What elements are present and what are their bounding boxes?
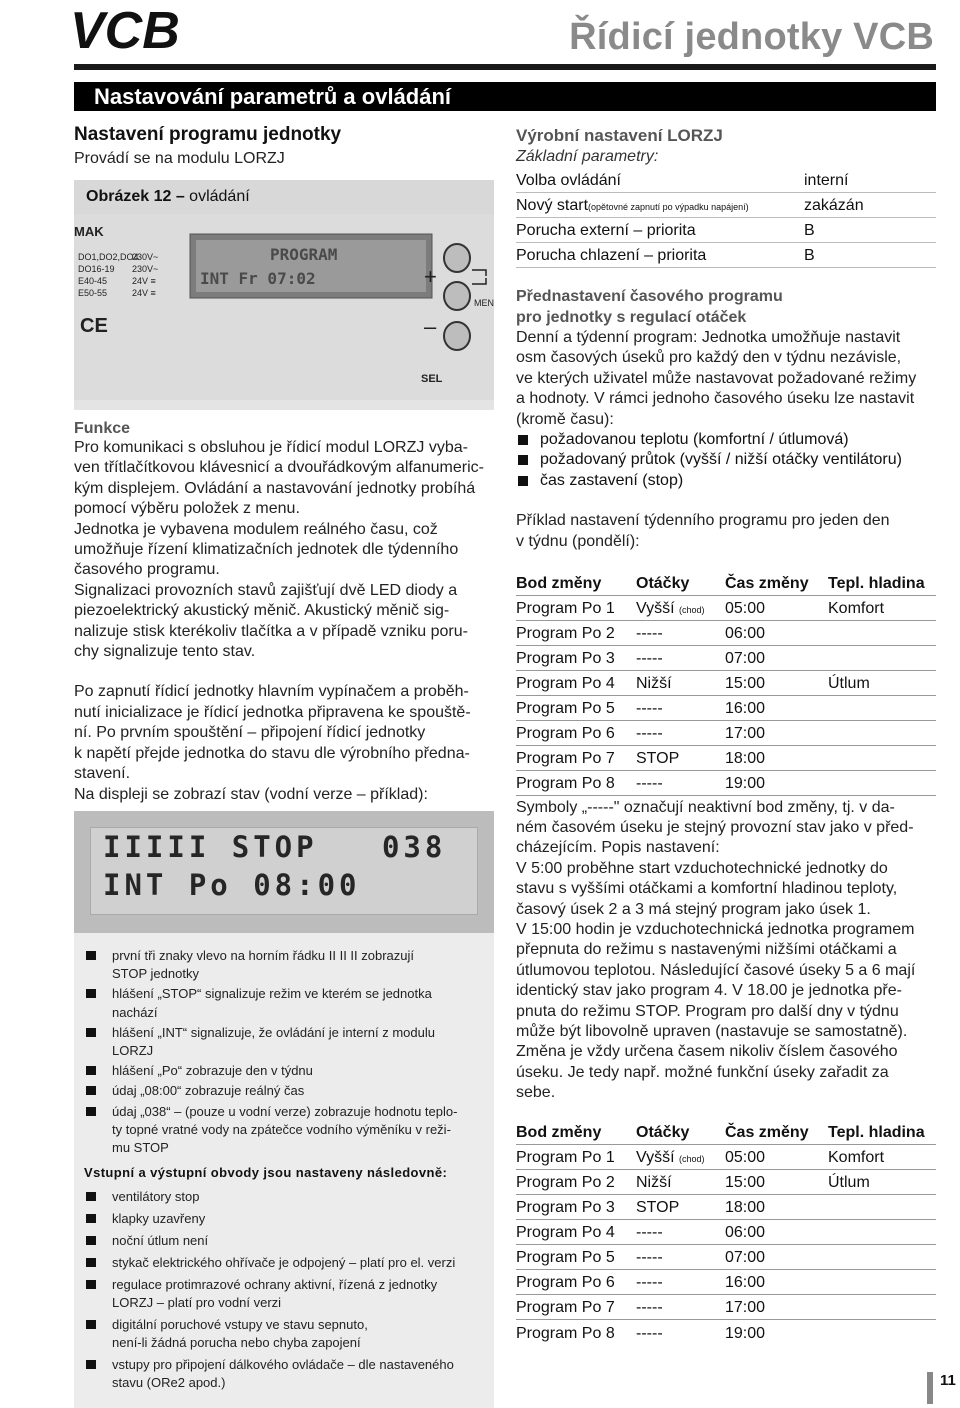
list-item: hlášení „INT“ signalizuje, že ovládání je interní z modulu LORZJ: [84, 1024, 486, 1060]
table-row: Program Po 4 ----- 06:00: [516, 1220, 936, 1245]
table-row: Program Po 3 STOP 18:00: [516, 1195, 936, 1220]
col-header: Otáčky: [636, 1120, 725, 1145]
minus-label: –: [424, 314, 437, 339]
lcd-line-2: INT Po 08:00: [103, 867, 361, 902]
table-row: Program Po 2 Nižší 15:00 Útlum: [516, 1170, 936, 1195]
list-item: hlášení „STOP“ signalizuje režim ve kterém se jednotka nachází: [84, 985, 486, 1021]
program-table-2: [516, 1120, 936, 1345]
text-line: k napětí přejde jednotka do stavu dle výrobního předna-: [74, 744, 470, 762]
table-row: Program Po 3 ----- 07:00: [516, 645, 936, 670]
panel-voltage-4: 24V ≡: [132, 288, 156, 298]
table-row: Program Po 6 ----- 16:00: [516, 1270, 936, 1295]
text-line: nutí inicializace je řídicí jednotka připravena ke spouště-: [74, 703, 471, 721]
text-line: Jednotka je vybavena modulem reálného času, což: [74, 520, 438, 538]
text-line: ven třítlačítkovou klávesnicí a dvouřádkovým alfanumeric-: [74, 459, 484, 477]
figure-12: [74, 180, 494, 410]
basic-params-subheading: Základní parametry:: [516, 148, 659, 165]
param-row: Porucha externí – priorita B: [516, 218, 936, 243]
page-number: 11: [940, 1372, 956, 1389]
text-line: stavení.: [74, 765, 131, 783]
list-item: údaj „038“ – (pouze u vodní verze) zobrazuje hodnotu teplo- ty topné vratné vody na zpátečce vodního výměníku v reži- mu STOP: [84, 1103, 486, 1158]
list-item: klapky uzavřeny: [84, 1210, 486, 1228]
text-line: Signalizaci provozních stavů zajišťují dvě LED diody a: [74, 581, 458, 599]
program-subheading: Provádí se na modulu LORZJ: [74, 150, 285, 167]
col-header: Bod změny: [516, 570, 636, 595]
symbols-paragraph: Symboly „-----" označují neaktivní bod změny, tj. v da- ném časovém úseku je stejný provozní stav jako v před- cházejícím. Popis nastavení: V 5:00 proběhne start vzduchotechnické jednotky do stavu s vyššími otáčkami a komfortní hladinou teploty, časový úsek 2 a 3 má stejný program jako úsek 1. V 15:00 hodin je vzduchotechnická jednotka programem přepnuta do režimu s nastavenými nižšími otáčkami a útlumovou teplotou. Následující časové úseky 5 a 6 mají identický stav jako program 4. V 18.00 je jednotka pře- pnuta do režimu STOP. Program pro další dny v týdnu může být libovolně upraven (nastavuje se samostatně). Změna je vždy určena časem nikoliv číslem časového úseku. Je tedy např. možné funkční úseky zařadit za sebe.: [516, 798, 916, 1102]
panel-voltage-1: 230V~: [132, 252, 159, 262]
table-row: Program Po 5 ----- 07:00: [516, 1245, 936, 1270]
list-item: první tři znaky vlevo na horním řádku II II II zobrazují STOP jednotky: [84, 947, 486, 983]
params-list: [516, 168, 936, 268]
document-title: Řídicí jednotky VCB: [569, 16, 934, 58]
param-row: Porucha chlazení – priorita B: [516, 243, 936, 268]
list-item: čas zastavení (stop): [516, 471, 936, 491]
list-item: požadovanou teplotu (komfortní / útlumová): [516, 430, 936, 450]
left-column: [74, 124, 494, 1408]
table-row: Program Po 2 ----- 06:00: [516, 620, 936, 645]
table-row: Program Po 6 ----- 17:00: [516, 720, 936, 745]
col-header: Tepl. hladina: [828, 570, 936, 595]
list-item: ventilátory stop: [84, 1188, 486, 1206]
table-row: Program Po 1 Vyšší (chod) 05:00 Komfort: [516, 1145, 936, 1170]
logo-text: VCB: [70, 4, 180, 54]
col-header: Otáčky: [636, 570, 725, 595]
panel-label-3: E40-45: [78, 276, 108, 286]
vcb-logo: [70, 4, 212, 54]
sel-label: SEL: [421, 373, 443, 385]
example-paragraph: Příklad nastavení týdenního programu pro jeden den v týdnu (pondělí):: [516, 512, 890, 550]
table-row: Program Po 5 ----- 16:00: [516, 695, 936, 720]
list-item: regulace protimrazové ochrany aktivní, řízená z jednotky LORZJ – platí pro vodní verzi: [84, 1276, 486, 1312]
text-line: kým displejem. Ovládání a nastavování jednotky probíhá: [74, 479, 476, 497]
text-line: časového programu.: [74, 561, 220, 579]
sel-button[interactable]: [444, 322, 470, 350]
table-row: Program Po 1 Vyšší (chod) 05:00 Komfort: [516, 595, 936, 620]
list-item: vstupy pro připojení dálkového ovládače – dle nastaveného stavu (ORe2 apod.): [84, 1356, 486, 1392]
panel-voltage-3: 24V ≡: [132, 276, 156, 286]
page-number-bar: [927, 1372, 933, 1404]
section-title: Nastavování parametrů a ovládání: [74, 82, 936, 111]
panel-voltage-2: 230V~: [132, 264, 159, 274]
display-legend-box: [74, 933, 494, 1408]
list-item: hlášení „Po“ zobrazuje den v týdnu: [84, 1062, 486, 1080]
figure-caption: [74, 180, 494, 214]
figure-caption-text: ovládání: [184, 188, 250, 205]
funkce-paragraph: [74, 438, 494, 662]
table-header-row: [516, 570, 936, 595]
preset-heading: Přednastavení časového programu pro jednotky s regulací otáček: [516, 288, 783, 326]
text-line: chy signalizuje tento stav.: [74, 643, 256, 661]
text-line: pomocí výběru položek z menu.: [74, 500, 300, 518]
table-row: Program Po 7 ----- 17:00: [516, 1295, 936, 1320]
text-line: ní. Po prvním spouštění – připojení řídicí jednotky: [74, 724, 426, 742]
program-heading: Nastavení programu jednotky: [74, 124, 342, 145]
table-header-row: [516, 1120, 936, 1145]
header-rule: [74, 64, 936, 70]
control-panel-photo: [74, 214, 494, 410]
minus-button[interactable]: [444, 282, 470, 310]
ce-mark: CE: [80, 315, 108, 337]
funkce-heading: Funkce: [74, 420, 131, 437]
panel-label-2: DO16-19: [78, 264, 115, 274]
col-header: Tepl. hladina: [828, 1120, 936, 1145]
list-item: požadovaný průtok (vyšší / nižší otáčky ventilátoru): [516, 450, 936, 470]
table-row: Program Po 4 Nižší 15:00 Útlum: [516, 670, 936, 695]
panel-label-1: DO1,DO2,DO4: [78, 252, 139, 262]
text-line: Po zapnutí řídicí jednotky hlavním vypínačem a proběh-: [74, 683, 469, 701]
list-item: digitální poruchové vstupy ve stavu sepnuto, není-li žádná porucha nebo chyba zapojení: [84, 1316, 486, 1352]
col-header: Bod změny: [516, 1120, 636, 1145]
program-table-1: [516, 570, 936, 796]
list-item: stykač elektrického ohřívače je odpojený – platí pro el. verzi: [84, 1254, 486, 1272]
table-row: Program Po 8 ----- 19:00: [516, 1324, 766, 1342]
lcd-screen: [90, 827, 478, 915]
list-item: noční útlum není: [84, 1232, 486, 1250]
startup-paragraph: [74, 682, 494, 804]
panel-lcd-line-1: PROGRAM: [270, 245, 338, 264]
text-line: Pro komunikaci s obsluhou je řídicí modul LORZJ vyba-: [74, 439, 468, 456]
text-line: piezoelektrický akustický měnič. Akustický měnič sig-: [74, 602, 450, 620]
param-row: Nový start(opětovné zapnutí po výpadku napájení) zakázán: [516, 193, 936, 218]
col-header: Čas změny: [725, 1120, 828, 1145]
display-example: [74, 811, 494, 933]
text-line: Na displeji se zobrazí stav (vodní verze – příklad):: [74, 785, 428, 803]
text-line: nalizuje stisk kterékoliv tlačítka a v případě vzniku poru-: [74, 622, 468, 640]
text-line: umožňuje řízení klimatizačních jednotek dle týdenního: [74, 541, 459, 559]
table-row: Program Po 7 STOP 18:00: [516, 745, 936, 770]
list-item: údaj „08:00“ zobrazuje reálný čas: [84, 1082, 486, 1100]
io-heading: Vstupní a výstupní obvody jsou nastaveny následovně:: [84, 1165, 448, 1181]
figure-caption-number: Obrázek 12 –: [86, 188, 185, 205]
lcd-line-1: IIIII STOP 038: [103, 829, 447, 864]
plus-button[interactable]: [444, 244, 470, 272]
panel-brand: MAK: [74, 224, 104, 239]
preset-paragraph: Denní a týdenní program: Jednotka umožňuje nastavit osm časových úseků pro každý den v týdnu nezávisle, ve kterých uživatel může nastavovat požadované režimy a hodnoty. V rámci jednoho časového úseku lze nastavit (kromě času):: [516, 329, 917, 428]
panel-label-4: E50-55: [78, 288, 108, 298]
param-row: Volba ovládání interní: [516, 168, 936, 193]
factory-settings-heading: Výrobní nastavení LORZJ: [516, 126, 723, 145]
panel-lcd-line-2: INT Fr 07:02: [200, 269, 316, 288]
table-row: Program Po 8 ----- 19:00: [516, 770, 936, 795]
plus-label: +: [424, 264, 437, 289]
menu-label: MEN: [474, 298, 494, 308]
col-header: Čas změny: [725, 570, 828, 595]
right-column: [516, 126, 936, 1345]
